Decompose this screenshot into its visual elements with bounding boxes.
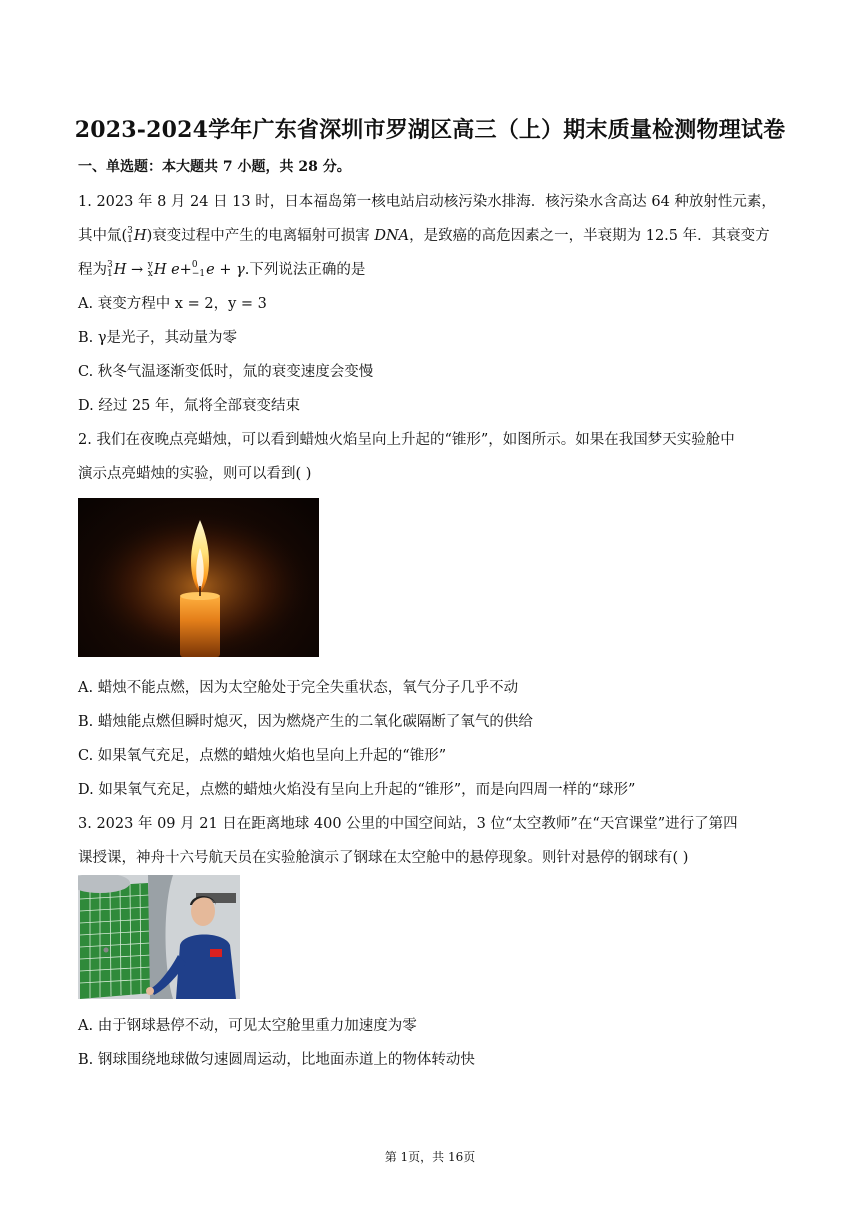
q1-line-3a: 程为 [78, 262, 107, 278]
astronaut-scene-icon [78, 875, 240, 999]
page-title: 2023-2024学年广东省深圳市罗湖区高三（上）期末质量检测物理试卷 [74, 117, 786, 143]
q2-option-c: C. 如果氧气充足，点燃的蜡烛火焰也呈向上升起的“锥形” [78, 748, 447, 764]
q1-line-1: 1. 2023 年 8 月 24 日 13 时，日本福岛第一核电站启动核污染水排海．核污染水含高达 64 种放射性元素， [78, 194, 776, 210]
q1-line-2b: )衰变过程中产生的电离辐射可损害 [146, 228, 375, 244]
q2-option-a: A. 蜡烛不能点燃，因为太空舱处于完全失重状态，氧气分子几乎不动 [78, 680, 519, 696]
q3-option-b: B. 钢球围绕地球做匀速圆周运动，比地面赤道上的物体转动快 [78, 1052, 475, 1068]
q3-line-1: 3. 2023 年 09 月 21 日在距离地球 400 公里的中国空间站，3 位“太空教师”在“天宫课堂”进行了第四 [78, 816, 738, 832]
q1-line-3 [78, 258, 365, 279]
q1-option-a: A. 衰变方程中 x = 2，y = 3 [78, 296, 267, 312]
q1-line-2 [78, 224, 770, 245]
dna-text: DNA [374, 228, 410, 244]
page-footer: 第 1页，共 16页 [384, 1150, 476, 1164]
astronaut-image [78, 875, 240, 999]
q1-option-b: B. γ是光子，其动量为零 [78, 330, 238, 346]
decay-equation: 3 1 H → y x H e+ 0 −1 e + γ [107, 260, 245, 279]
q1-line-2a: 其中氚( [78, 228, 128, 244]
q2-line-2: 演示点亮蜡烛的实验，则可以看到( ) [78, 466, 312, 482]
tritium-symbol: 3 1 H [127, 226, 147, 245]
q2-line-1: 2. 我们在夜晚点亮蜡烛，可以看到蜡烛火焰呈向上升起的“锥形”，如图所示。如果在我国梦天实验舱中 [78, 432, 735, 448]
q1-option-d: D. 经过 25 年，氚将全部衰变结束 [78, 398, 300, 414]
q3-option-a: A. 由于钢球悬停不动，可见太空舱里重力加速度为零 [78, 1018, 417, 1034]
candle-flame-icon [78, 498, 319, 657]
q2-option-b: B. 蜡烛能点燃但瞬时熄灭，因为燃烧产生的二氧化碳隔断了氧气的供给 [78, 714, 533, 730]
q1-option-c: C. 秋冬气温逐渐变低时，氚的衰变速度会变慢 [78, 364, 374, 380]
q1-line-2c: ，是致癌的高危因素之一，半衰期为 12.5 年．其衰变方 [409, 228, 770, 244]
q3-line-2: 课授课，神舟十六号航天员在实验舱演示了钢球在太空舱中的悬停现象。则针对悬停的钢球有( ) [78, 850, 689, 866]
candle-flame-image [78, 498, 319, 657]
section-heading: 一、单选题：本大题共 7 小题，共 28 分。 [78, 159, 351, 175]
q1-line-3b: .下列说法正确的是 [244, 262, 366, 278]
q2-option-d: D. 如果氧气充足，点燃的蜡烛火焰没有呈向上升起的“锥形”，而是向四周一样的“球形” [78, 782, 636, 798]
